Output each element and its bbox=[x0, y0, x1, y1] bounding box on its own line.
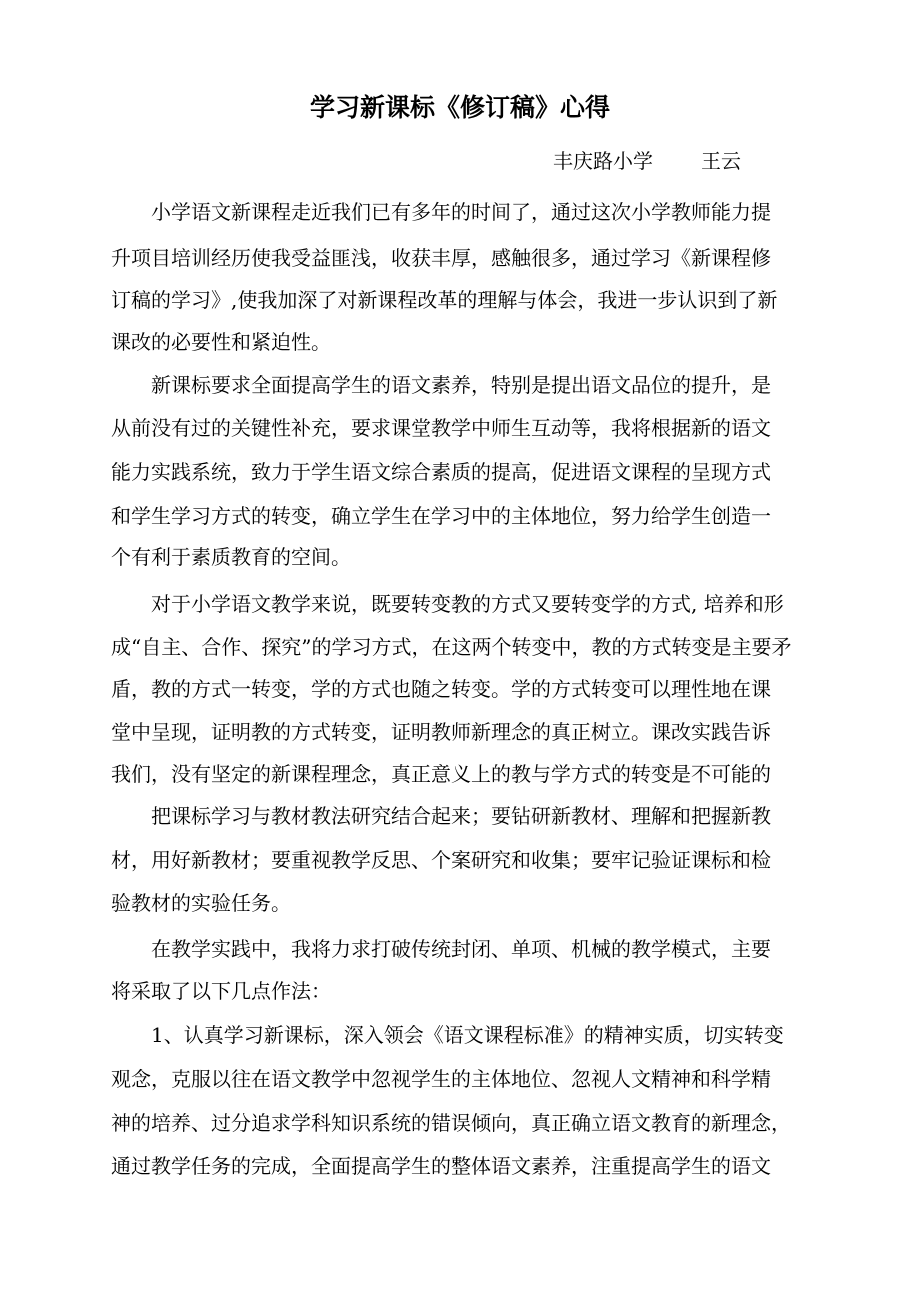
text-line: 验教材的实验任务。 bbox=[111, 891, 291, 915]
text-line: 在教学实践中，我将力求打破传统封闭、单项、机械的教学模式，主要 bbox=[151, 937, 771, 961]
text-line: 成“自主、合作、探究”的学习方式，在这两个转变中，教的方式转变是主要矛 bbox=[111, 635, 792, 659]
text-line: 通过教学任务的完成，全面提高学生的整体语文素养，注重提高学生的语文 bbox=[111, 1154, 771, 1178]
text-line: 堂中呈现，证明教的方式转变，证明教师新理念的真正树立。课改实践告诉 bbox=[111, 720, 771, 744]
school-name: 丰庆路小学 bbox=[553, 149, 653, 173]
text-line: 将采取了以下几点作法： bbox=[111, 979, 331, 1003]
text-line: 从前没有过的关键性补充，要求课堂教学中师生互动等，我将根据新的语文 bbox=[111, 416, 771, 440]
author-name: 王云 bbox=[701, 149, 741, 173]
document-title: 学习新课标《修订稿》心得 bbox=[309, 93, 610, 122]
text-line: 1、认真学习新课标，深入领会《语文课程标准》的精神实质，切实转变 bbox=[151, 1023, 784, 1047]
text-line: 课改的必要性和紧迫性。 bbox=[111, 330, 331, 354]
byline bbox=[553, 144, 741, 178]
text-line: 盾，教的方式一转变，学的方式也随之转变。学的方式转变可以理性地在课 bbox=[111, 677, 771, 701]
text-line: 订稿的学习》,使我加深了对新课程改革的理解与体会，我进一步认识到了新 bbox=[111, 288, 778, 312]
text-line: 升项目培训经历使我受益匪浅，收获丰厚，感触很多，通过学习《新课程修 bbox=[111, 246, 771, 270]
text-line: 小学语文新课程走近我们已有多年的时间了，通过这次小学教师能力提 bbox=[151, 200, 771, 224]
text-line: 把课标学习与教材教法研究结合起来；要钻研新教材、理解和把握新教 bbox=[151, 804, 771, 828]
text-line: 神的培养、过分追求学科知识系统的错误倾向，真正确立语文教育的新理念， bbox=[111, 1111, 791, 1135]
text-line: 材，用好新教材；要重视教学反思、个案研究和收集；要牢记验证课标和检 bbox=[111, 848, 771, 872]
text-line: 新课标要求全面提高学生的语文素养，特别是提出语文品位的提升，是 bbox=[151, 373, 771, 397]
text-line: 个有利于素质教育的空间。 bbox=[111, 545, 351, 569]
text-line: 和学生学习方式的转变，确立学生在学习中的主体地位，努力给学生创造一 bbox=[111, 504, 771, 528]
text-line: 对于小学语文教学来说，既要转变教的方式又要转变学的方式, 培养和形 bbox=[151, 592, 784, 616]
text-line: 我们，没有坚定的新课程理念，真正意义上的教与学方式的转变是不可能的 bbox=[111, 762, 771, 786]
text-line: 能力实践系统，致力于学生语文综合素质的提高，促进语文课程的呈现方式 bbox=[111, 460, 771, 484]
text-line: 观念，克服以往在语文教学中忽视学生的主体地位、忽视人文精神和科学精 bbox=[111, 1067, 771, 1091]
